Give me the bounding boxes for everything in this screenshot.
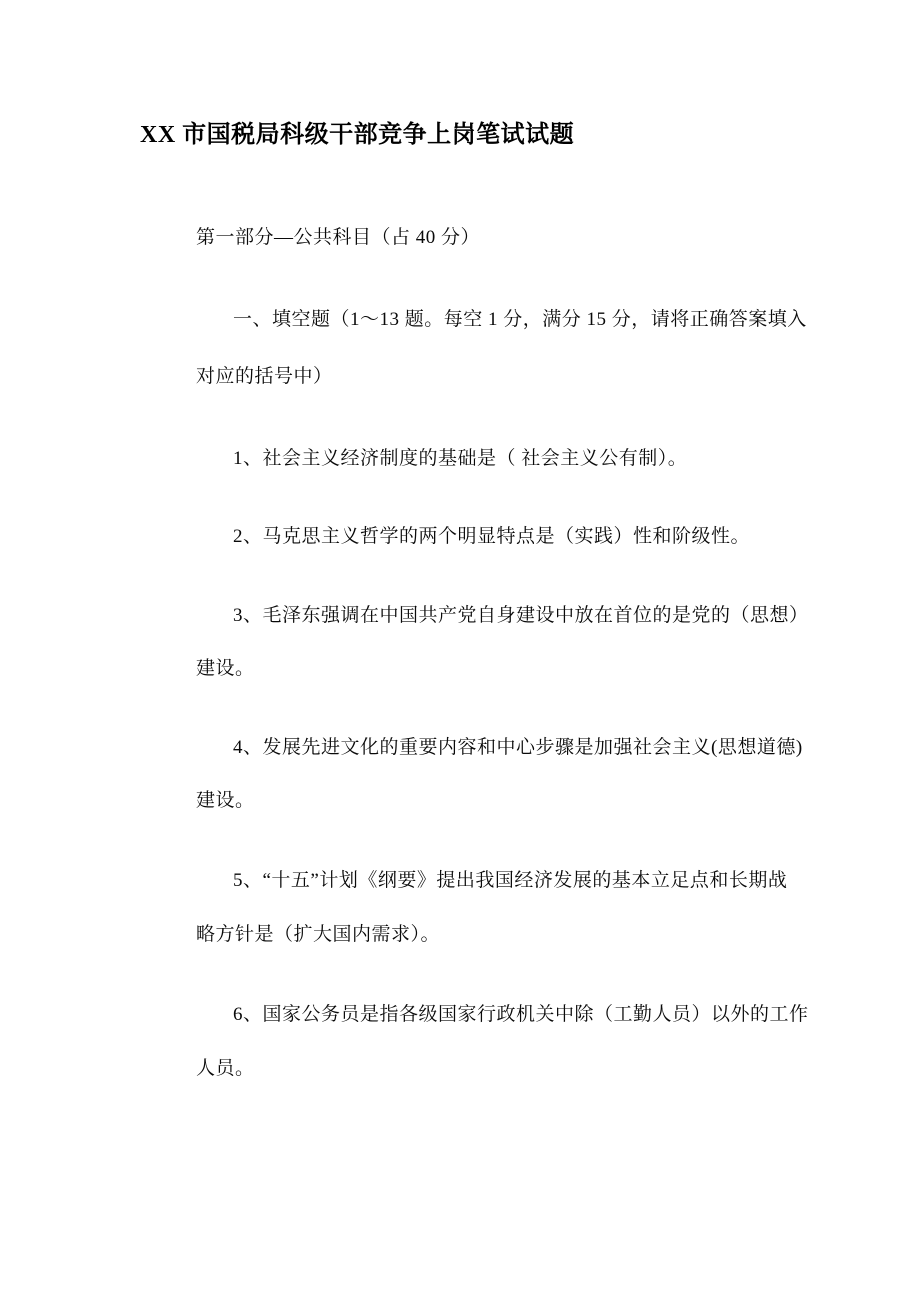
- question-3-line2: 建设。: [196, 658, 255, 679]
- question-6-line2: 人员。: [196, 1058, 255, 1079]
- document-title: XX 市国税局科级干部竞争上岗笔试试题: [140, 122, 575, 148]
- question-4-line2: 建设。: [196, 790, 255, 811]
- question-4-line1: 4、发展先进文化的重要内容和中心步骤是加强社会主义(思想道德): [233, 737, 803, 758]
- section-heading: 第一部分—公共科目（占 40 分）: [196, 227, 481, 248]
- question-6-line1: 6、国家公务员是指各级国家行政机关中除（工勤人员）以外的工作: [233, 1004, 809, 1025]
- question-5-line1: 5、“十五”计划《纲要》提出我国经济发展的基本立足点和长期战: [233, 870, 788, 891]
- fill-blank-intro-line1: 一、填空题（1～13 题。每空 1 分，满分 15 分，请将正确答案填入: [233, 309, 807, 330]
- question-5-line2: 略方针是（扩大国内需求）。: [196, 924, 441, 945]
- question-2: 2、马克思主义哲学的两个明显特点是（实践）性和阶级性。: [233, 526, 751, 547]
- question-3-line1: 3、毛泽东强调在中国共产党自身建设中放在首位的是党的（思想）: [233, 605, 809, 626]
- question-1: 1、社会主义经济制度的基础是（ 社会主义公有制）。: [233, 448, 688, 469]
- fill-blank-intro-line2: 对应的括号中）: [196, 366, 333, 387]
